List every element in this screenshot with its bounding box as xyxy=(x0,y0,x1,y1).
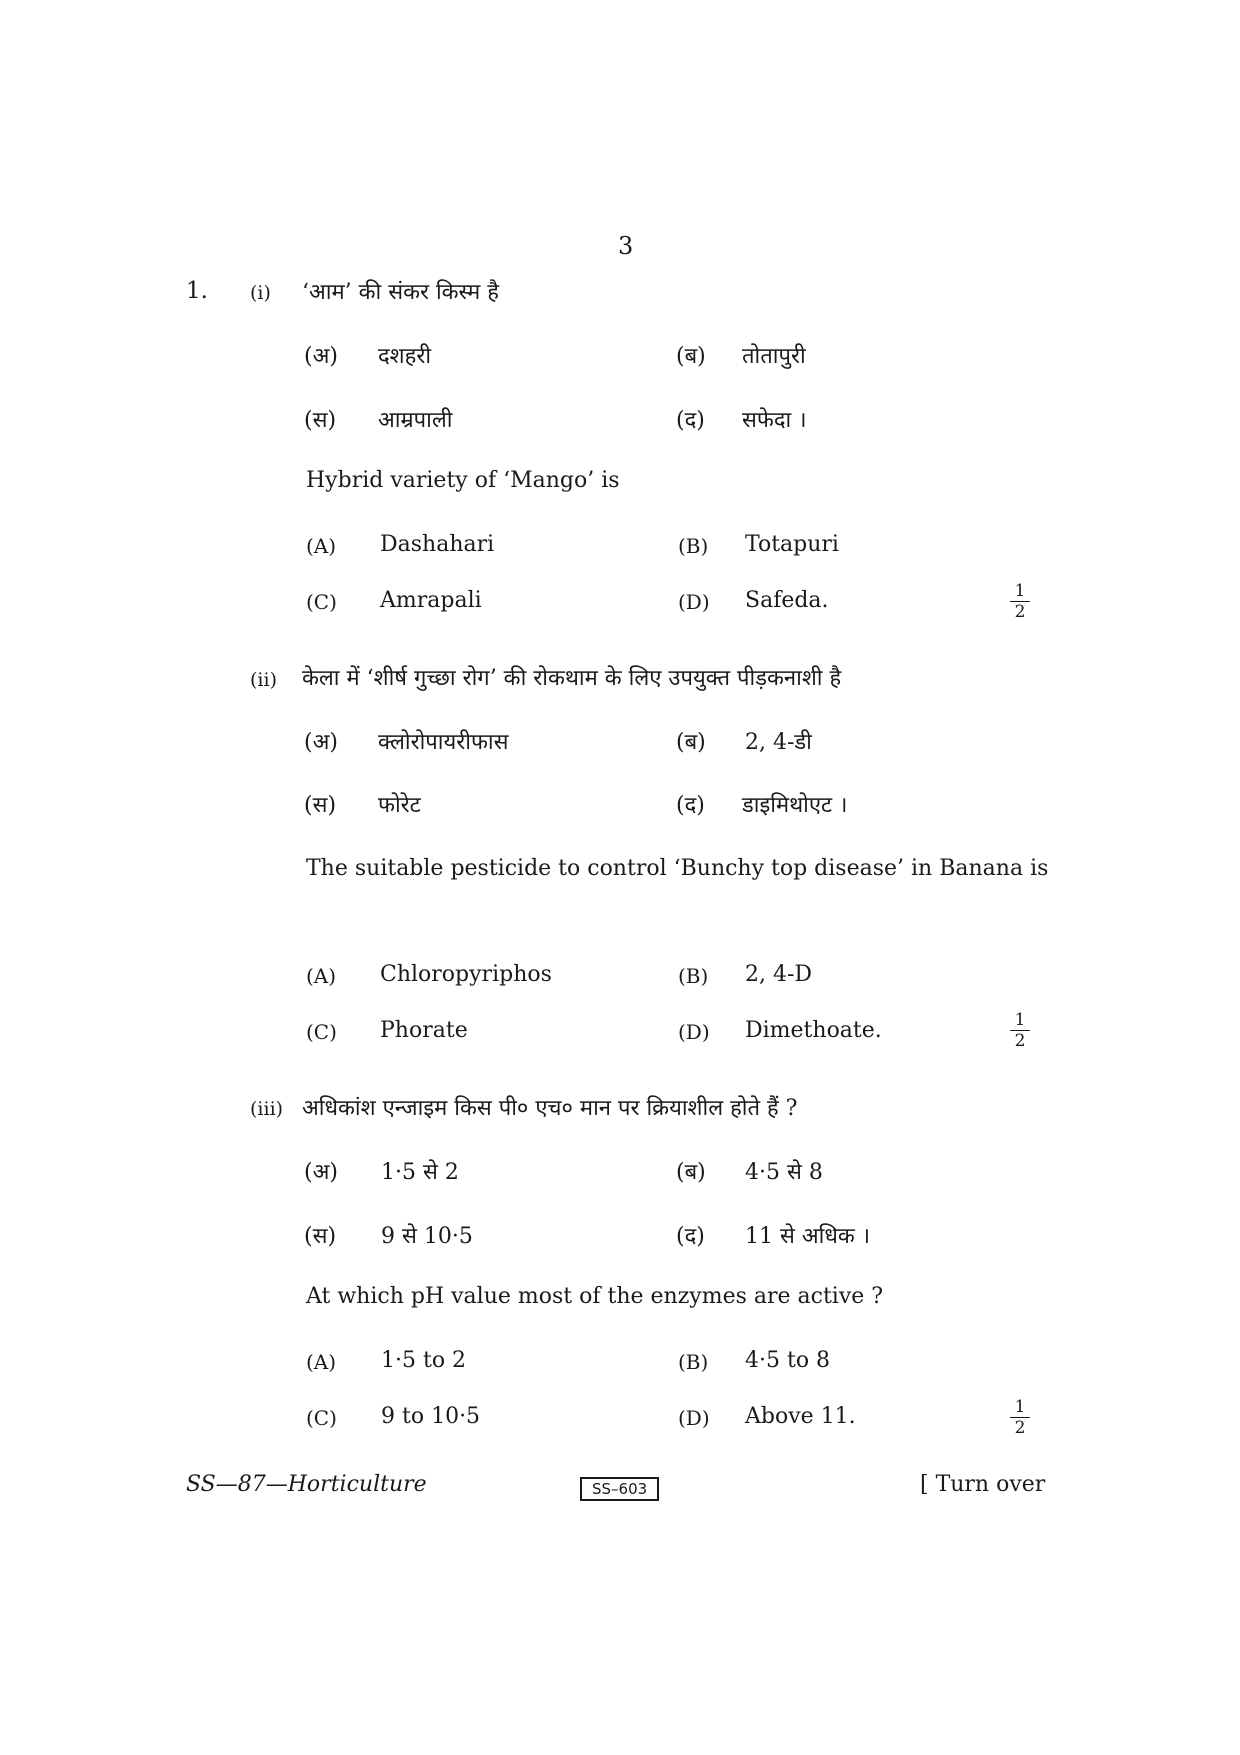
english-option-label: (C) xyxy=(306,590,337,614)
hindi-option-text: डाइमिथोएट । xyxy=(742,793,848,818)
hindi-option-text: क्लोरोपायरीफास xyxy=(378,730,509,755)
part-label-iii: (iii) xyxy=(250,1098,284,1120)
english-option-text: 9 to 10·5 xyxy=(381,1404,481,1429)
english-option-label: (C) xyxy=(306,1406,337,1430)
hindi-option-label: (द) xyxy=(676,408,705,433)
page-number: 3 xyxy=(618,232,634,260)
english-option-text: Totapuri xyxy=(745,532,839,557)
hindi-question-i: ‘आम’ की संकर किस्म है xyxy=(302,280,499,305)
turn-over-label: [ Turn over xyxy=(920,1472,1046,1497)
footer-paper-title: SS—87—Horticulture xyxy=(186,1472,427,1497)
english-option-label: (D) xyxy=(678,590,710,614)
hindi-option-label: (अ) xyxy=(304,1160,338,1185)
part-label-i: (i) xyxy=(250,282,271,304)
paper-code-box: SS–603 xyxy=(580,1477,659,1501)
hindi-option-text: 9 से 10·5 xyxy=(381,1224,473,1249)
hindi-option-text: दशहरी xyxy=(378,344,432,369)
english-option-label: (C) xyxy=(306,1020,337,1044)
hindi-option-label: (अ) xyxy=(304,730,338,755)
english-option-text: Above 11. xyxy=(745,1404,856,1429)
english-question-ii: The suitable pesticide to control ‘Bunchy top disease’ in Banana is xyxy=(306,856,1049,881)
hindi-option-text: 1·5 से 2 xyxy=(381,1160,459,1185)
english-option-label: (A) xyxy=(306,1350,337,1374)
hindi-option-text: आम्रपाली xyxy=(378,408,453,433)
english-option-text: Amrapali xyxy=(380,588,482,613)
english-option-label: (B) xyxy=(678,1350,709,1374)
marks-numerator: 1 xyxy=(1014,1010,1026,1030)
english-option-label: (B) xyxy=(678,534,709,558)
marks-numerator: 1 xyxy=(1014,1397,1026,1417)
hindi-option-text: 2, 4-डी xyxy=(745,730,812,755)
english-option-text: Dashahari xyxy=(380,532,495,557)
hindi-option-text: 4·5 से 8 xyxy=(745,1160,823,1185)
english-option-label: (D) xyxy=(678,1020,710,1044)
english-question-iii: At which pH value most of the enzymes are active ? xyxy=(306,1284,884,1309)
hindi-option-label: (द) xyxy=(676,1224,705,1249)
part-label-ii: (ii) xyxy=(250,669,277,691)
hindi-option-label: (द) xyxy=(676,793,705,818)
english-option-text: Chloropyriphos xyxy=(380,962,552,987)
english-option-text: Phorate xyxy=(380,1018,468,1043)
english-option-text: Dimethoate. xyxy=(745,1018,882,1043)
hindi-option-label: (ब) xyxy=(676,344,706,369)
marks-fraction xyxy=(1010,1011,1030,1050)
english-option-text: 4·5 to 8 xyxy=(745,1348,831,1373)
hindi-option-label: (ब) xyxy=(676,730,706,755)
hindi-option-label: (स) xyxy=(304,1224,337,1249)
hindi-option-label: (स) xyxy=(304,793,337,818)
english-option-text: 1·5 to 2 xyxy=(381,1348,467,1373)
english-option-text: 2, 4-D xyxy=(745,962,813,987)
marks-denominator: 2 xyxy=(1014,602,1026,622)
english-question-i: Hybrid variety of ‘Mango’ is xyxy=(306,468,620,493)
marks-fraction xyxy=(1010,1398,1030,1437)
hindi-question-iii: अधिकांश एन्जाइम किस पी० एच० मान पर क्रियाशील होते हैं ? xyxy=(302,1096,798,1121)
hindi-option-label: (अ) xyxy=(304,344,338,369)
english-option-label: (A) xyxy=(306,534,337,558)
english-option-label: (B) xyxy=(678,964,709,988)
hindi-option-text: फोरेट xyxy=(378,793,421,818)
marks-denominator: 2 xyxy=(1014,1031,1026,1051)
marks-fraction xyxy=(1010,582,1030,621)
english-option-label: (A) xyxy=(306,964,337,988)
marks-numerator: 1 xyxy=(1014,581,1026,601)
hindi-option-text: तोतापुरी xyxy=(742,344,806,369)
question-number: 1. xyxy=(186,278,208,304)
english-option-label: (D) xyxy=(678,1406,710,1430)
hindi-option-text: सफेदा । xyxy=(742,408,807,433)
hindi-question-ii: केला में ‘शीर्ष गुच्छा रोग’ की रोकथाम के लिए उपयुक्त पीड़कनाशी है xyxy=(302,666,842,691)
english-option-text: Safeda. xyxy=(745,588,829,613)
hindi-option-text: 11 से अधिक । xyxy=(745,1224,871,1249)
hindi-option-label: (स) xyxy=(304,408,337,433)
marks-denominator: 2 xyxy=(1014,1418,1026,1438)
hindi-option-label: (ब) xyxy=(676,1160,706,1185)
